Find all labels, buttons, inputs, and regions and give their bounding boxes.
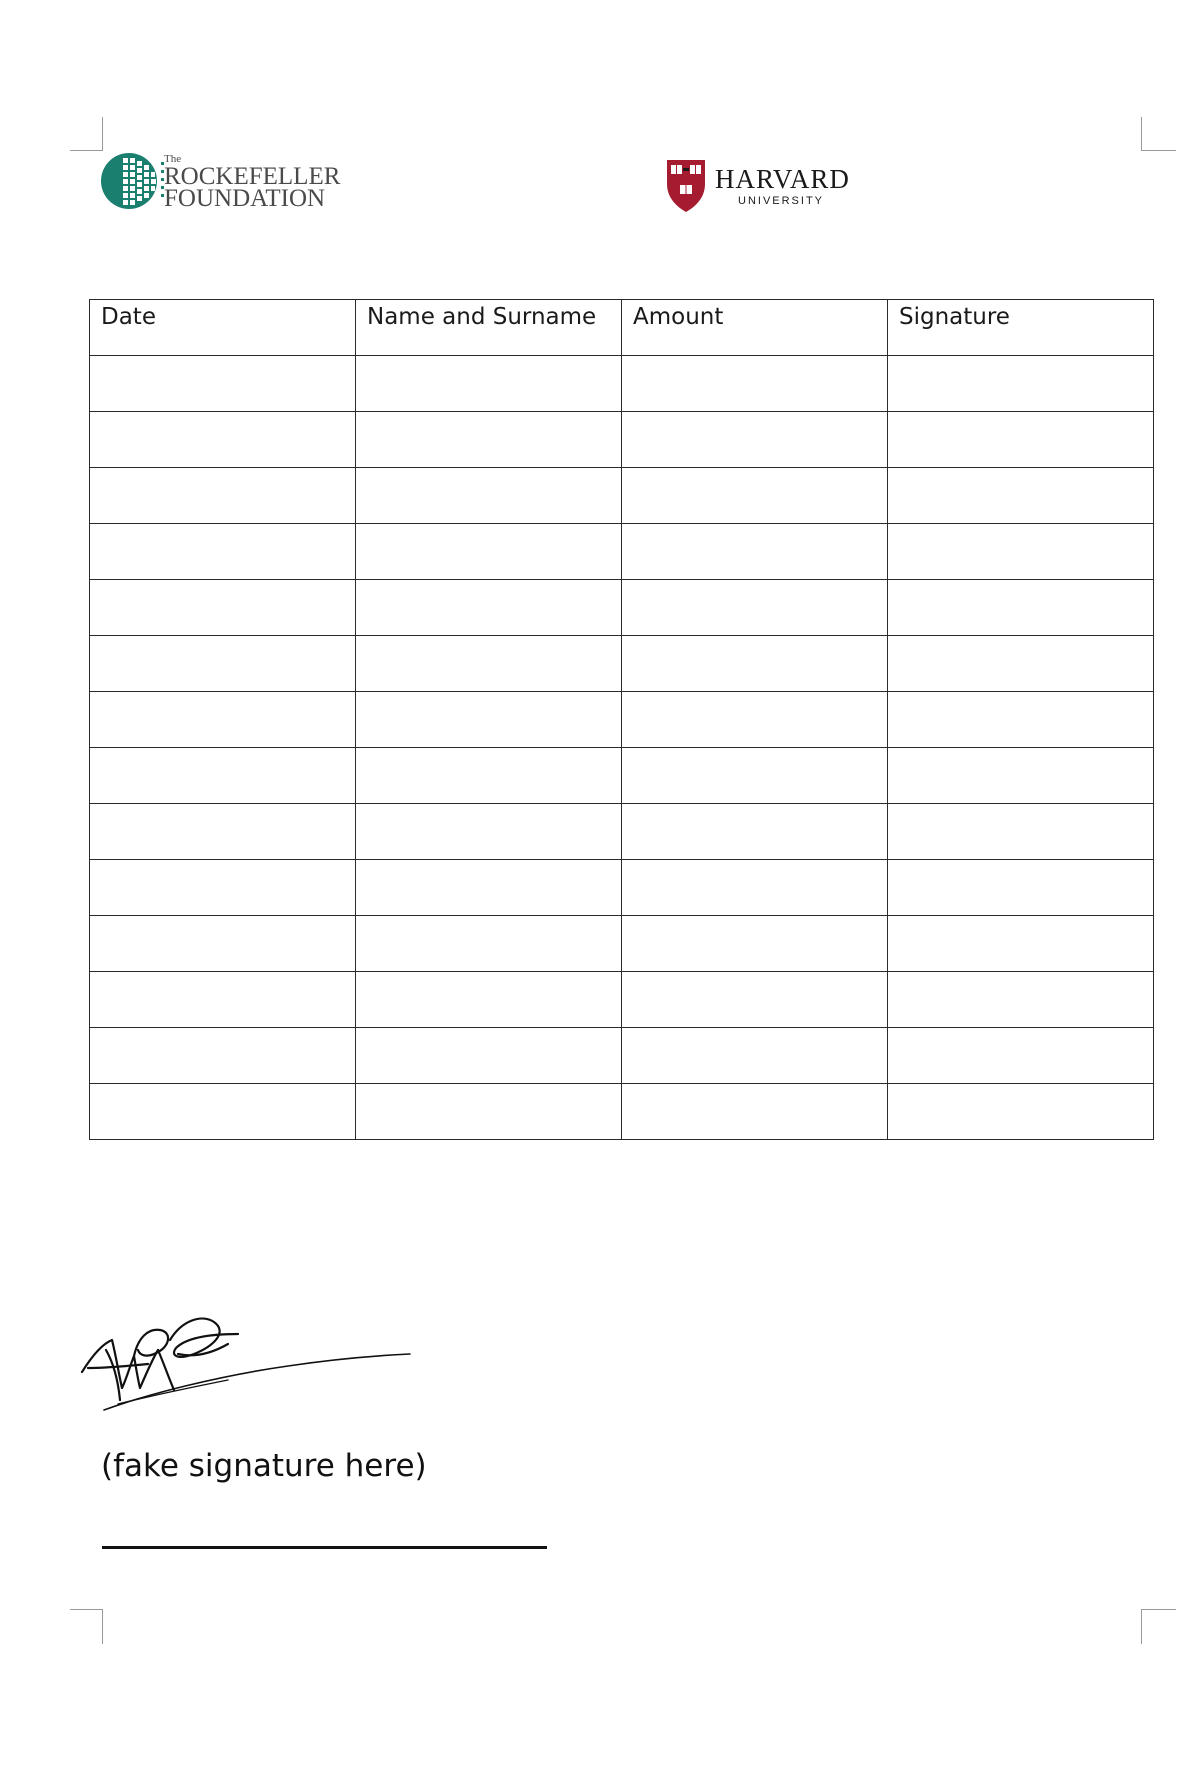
table-cell[interactable] (622, 804, 888, 860)
rockefeller-line2-text: FOUNDATION (164, 185, 326, 212)
table-cell[interactable] (622, 1084, 888, 1140)
table-row (90, 916, 1154, 972)
table-cell[interactable] (888, 1084, 1154, 1140)
table-cell[interactable] (356, 692, 622, 748)
table-cell[interactable] (622, 916, 888, 972)
table-row (90, 1028, 1154, 1084)
header-date: Date (90, 300, 356, 356)
rockefeller-the-text: The (164, 153, 182, 165)
rockefeller-line1-text: ROCKEFELLER (164, 163, 341, 190)
table-cell[interactable] (888, 692, 1154, 748)
table-cell[interactable] (622, 412, 888, 468)
table-cell[interactable] (356, 748, 622, 804)
table-cell[interactable] (90, 804, 356, 860)
table-cell[interactable] (90, 692, 356, 748)
table-cell[interactable] (888, 916, 1154, 972)
table-row (90, 636, 1154, 692)
table-row (90, 692, 1154, 748)
table-row (90, 748, 1154, 804)
table-cell[interactable] (90, 860, 356, 916)
table-cell[interactable] (622, 636, 888, 692)
table-cell[interactable] (356, 804, 622, 860)
table-cell[interactable] (356, 860, 622, 916)
table-cell[interactable] (888, 468, 1154, 524)
table-row (90, 356, 1154, 412)
crop-mark-bottom-left (70, 1609, 103, 1644)
table-row (90, 804, 1154, 860)
header-amount: Amount (622, 300, 888, 356)
table-cell[interactable] (622, 524, 888, 580)
table-cell[interactable] (90, 1028, 356, 1084)
table-cell[interactable] (356, 1084, 622, 1140)
table-cell[interactable] (622, 748, 888, 804)
harvard-university-logo (665, 158, 865, 214)
table-cell[interactable] (622, 1028, 888, 1084)
header-signature: Signature (888, 300, 1154, 356)
table-cell[interactable] (90, 524, 356, 580)
table-cell[interactable] (622, 580, 888, 636)
table-cell[interactable] (90, 468, 356, 524)
table-cell[interactable] (622, 356, 888, 412)
table-cell[interactable] (356, 412, 622, 468)
signature-note: (fake signature here) (101, 1448, 427, 1484)
rockefeller-globe-icon (101, 148, 341, 218)
table-body (90, 356, 1154, 1140)
table-cell[interactable] (888, 636, 1154, 692)
table-cell[interactable] (622, 972, 888, 1028)
table-cell[interactable] (622, 692, 888, 748)
table-cell[interactable] (90, 356, 356, 412)
table-cell[interactable] (90, 972, 356, 1028)
table-cell[interactable] (356, 524, 622, 580)
table-cell[interactable] (356, 356, 622, 412)
harvard-name-text: HARVARD (715, 164, 850, 194)
table-header-row (90, 300, 1154, 356)
table-cell[interactable] (622, 860, 888, 916)
table-cell[interactable] (622, 468, 888, 524)
table-cell[interactable] (888, 412, 1154, 468)
table-cell[interactable] (888, 804, 1154, 860)
table-row (90, 972, 1154, 1028)
table-row (90, 468, 1154, 524)
crop-mark-bottom-right (1141, 1609, 1176, 1644)
table-cell[interactable] (888, 972, 1154, 1028)
crop-mark-top-right (1141, 117, 1176, 151)
table-cell[interactable] (90, 1084, 356, 1140)
table-cell[interactable] (888, 356, 1154, 412)
table-row (90, 524, 1154, 580)
table-cell[interactable] (888, 524, 1154, 580)
table-cell[interactable] (90, 916, 356, 972)
table-cell[interactable] (356, 916, 622, 972)
header-name-and-surname: Name and Surname (356, 300, 622, 356)
table-cell[interactable] (90, 748, 356, 804)
table-row (90, 412, 1154, 468)
table-cell[interactable] (888, 580, 1154, 636)
harvard-sub-text: UNIVERSITY (738, 195, 825, 207)
rockefeller-foundation-logo (101, 148, 341, 218)
table-cell[interactable] (888, 1028, 1154, 1084)
table-cell[interactable] (356, 1028, 622, 1084)
table-cell[interactable] (888, 860, 1154, 916)
table-row (90, 860, 1154, 916)
table-cell[interactable] (90, 412, 356, 468)
signature-line (102, 1546, 547, 1549)
table-cell[interactable] (888, 748, 1154, 804)
table-cell[interactable] (90, 580, 356, 636)
handwritten-signature (78, 1310, 418, 1420)
harvard-shield-icon (667, 160, 705, 212)
table-cell[interactable] (90, 636, 356, 692)
table-cell[interactable] (356, 636, 622, 692)
table-row (90, 580, 1154, 636)
donation-table (89, 299, 1154, 1140)
crop-mark-top-left (70, 117, 103, 151)
table-row (90, 1084, 1154, 1140)
table-cell[interactable] (356, 972, 622, 1028)
table-cell[interactable] (356, 580, 622, 636)
table-cell[interactable] (356, 468, 622, 524)
